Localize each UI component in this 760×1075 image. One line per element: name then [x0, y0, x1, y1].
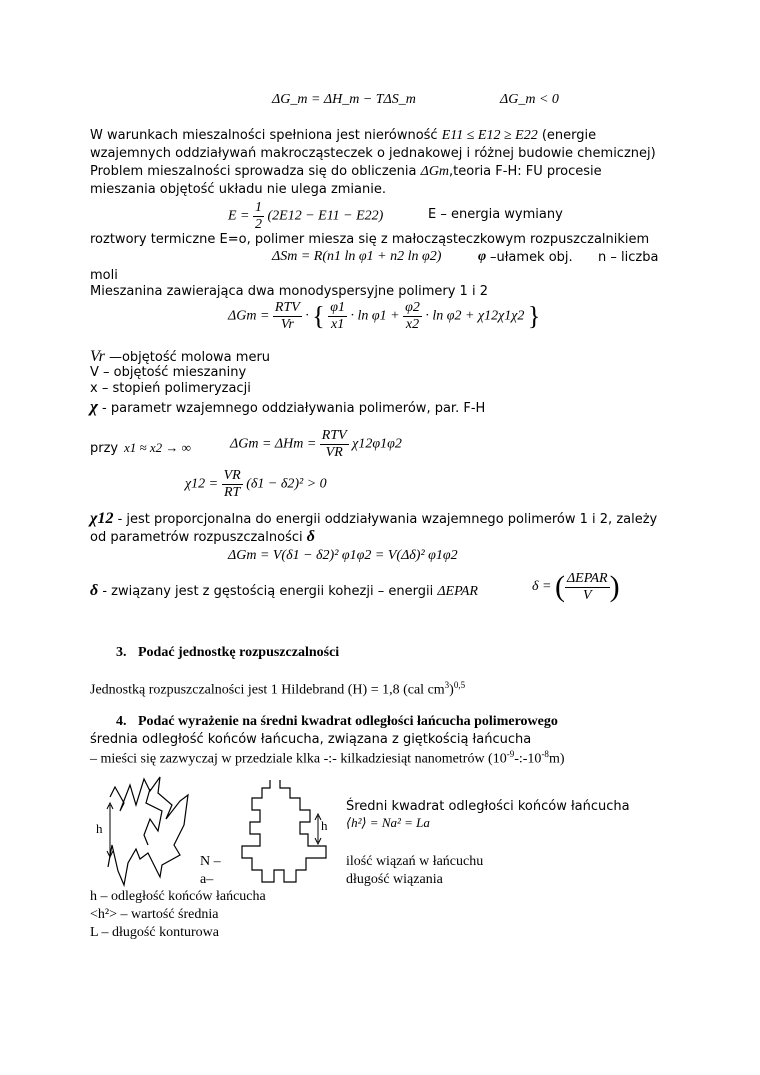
rhs: (2E12 − E11 − E22) — [267, 208, 384, 224]
a-label: a– — [200, 872, 214, 887]
fraction — [273, 300, 302, 333]
paren-open: ( — [554, 570, 565, 603]
paragraph-line — [90, 749, 565, 768]
paren-close: ) — [609, 570, 620, 603]
bond-length-desc: długość wiązania — [346, 872, 443, 887]
fraction — [320, 428, 349, 461]
heading-3 — [116, 645, 339, 661]
numerator: 1 — [255, 200, 262, 215]
paragraph-line — [90, 680, 465, 699]
bond-count-desc: ilość wiązań w łańcuchu — [346, 854, 484, 869]
symbol: Vr — [90, 348, 105, 365]
superscript: 3 — [444, 680, 450, 690]
paragraph-line — [90, 528, 315, 546]
brace-open: { — [312, 301, 325, 331]
paragraph-line: roztwory termiczne E=o, polimer miesza się z małocząsteczkowym rozpuszczalnikiem — [90, 232, 650, 247]
tail: (δ1 − δ2)² > 0 — [246, 476, 327, 492]
h-label-coil: h — [96, 821, 103, 836]
numerator: ΔEPAR — [566, 570, 608, 586]
paragraph-line — [90, 128, 596, 144]
text: Problem mieszalności sprowadza się do obliczenia — [90, 164, 417, 179]
paragraph-line — [90, 510, 657, 528]
text: od parametrów rozpuszczalności — [90, 530, 303, 545]
brace-close: } — [527, 301, 541, 331]
symbol: δ — [306, 528, 315, 545]
paragraph-line: moli — [90, 268, 118, 283]
equation-chi — [185, 468, 327, 501]
numerator: RTV — [321, 428, 347, 443]
definition-chi — [90, 397, 485, 417]
text: - związany jest z gęstością energii kohezji – energii — [102, 584, 434, 599]
paragraph-line: Mieszanina zawierająca dwa monodyspersyjne polimery 1 i 2 — [90, 284, 488, 299]
text: -:-10 — [514, 751, 542, 767]
symbol: ΔEPAR — [437, 584, 478, 599]
denominator: 2 — [255, 217, 262, 232]
equation-gibbs: ΔG_m = ΔH_m − TΔS_m — [272, 92, 416, 107]
denominator: x1 — [331, 317, 345, 332]
equation-enthalpy — [230, 428, 402, 461]
text: —objętość molowa meru — [108, 350, 271, 365]
dot: · — [305, 308, 309, 324]
definition-vr — [90, 348, 270, 366]
term: · ln φ2 + χ12χ1χ2 — [425, 308, 525, 324]
denominator: V — [583, 587, 592, 603]
heading-title: Podać jednostkę rozpuszczalności — [138, 645, 340, 660]
superscript: -9 — [506, 749, 515, 759]
text: ) — [449, 682, 454, 698]
fraction — [565, 571, 610, 604]
text: Jednostką rozpuszczalności jest 1 Hildebrand (H) = 1,8 (cal cm — [90, 682, 445, 698]
superscript: -8 — [541, 749, 549, 759]
numerator: φ2 — [405, 300, 420, 315]
def-L: L – długość konturowa — [90, 925, 219, 940]
lhs: E = — [228, 208, 250, 224]
h-label-staircase: h — [321, 818, 328, 833]
def-mean: <h²> – wartość średnia — [90, 907, 219, 922]
tail: χ12φ1φ2 — [352, 436, 402, 452]
paragraph-line: wzajemnych oddziaływań makrocząsteczek o jednakowej i różnej budowie chemicznej) — [90, 146, 656, 161]
heading-number: 3. — [116, 645, 127, 660]
text: (energie — [541, 128, 597, 143]
text: m) — [548, 751, 565, 767]
lhs: ΔGm = ΔHm = — [230, 436, 317, 452]
definition-v: V – objętość mieszaniny — [90, 365, 247, 380]
lhs: δ = — [532, 579, 552, 595]
denominator: RT — [223, 485, 241, 500]
equation-entropy: ΔSm = R(n1 ln φ1 + n2 ln φ2) — [272, 249, 442, 264]
denominator: VR — [325, 445, 343, 460]
lhs: χ12 = — [185, 476, 219, 492]
denominator: Vr — [280, 317, 294, 332]
phi-symbol: φ — [478, 249, 487, 264]
przy-condition: x1 ≈ x2 → ∞ — [124, 440, 191, 455]
heading-title: Podać wyrażenie na średni kwadrat odległości łańcucha polimerowego — [138, 714, 558, 729]
equation-delta: ΔGm = V(δ1 − δ2)² φ1φ2 = V(Δδ)² φ1φ2 — [228, 548, 458, 563]
random-coil-figure — [88, 775, 198, 890]
inequality: E11 ≤ E12 ≥ E22 — [441, 128, 538, 143]
term: · ln φ1 + — [350, 308, 400, 324]
def-h: h – odległość końców łańcucha — [90, 889, 266, 904]
equation-delta-def — [532, 570, 620, 604]
przy-label: przy — [90, 441, 119, 456]
symbol: ΔGm — [420, 164, 450, 179]
fraction — [403, 300, 422, 333]
text: W warunkach mieszalności spełniona jest nierówność — [90, 128, 438, 143]
symbol: δ — [90, 582, 99, 599]
denominator: x2 — [405, 317, 420, 332]
equation-energy — [228, 200, 383, 233]
mean-square-formula: ⟨h²⟩ = Na² = La — [346, 815, 430, 830]
numerator: φ1 — [330, 300, 346, 315]
phi-note: –ułamek obj. — [490, 250, 573, 265]
fraction — [328, 300, 347, 333]
fraction — [253, 200, 264, 233]
paragraph-line — [90, 164, 602, 180]
paragraph-line: średnia odległość końców łańcucha, związana z giętkością łańcucha — [90, 732, 532, 747]
superscript: 0,5 — [453, 680, 466, 690]
symbol: χ12 — [90, 510, 114, 527]
symbol: χ — [90, 397, 98, 416]
numerator: VR — [223, 468, 241, 483]
paragraph-line: mieszania objętość układu nie ulega zmianie. — [90, 182, 386, 197]
paragraph-line — [90, 582, 478, 600]
equation-gibbs-condition: ΔG_m < 0 — [500, 92, 559, 107]
lhs: ΔGm = — [228, 308, 270, 324]
staircase-chain-figure — [238, 778, 333, 888]
text: – mieści się zazwyczaj w przedziale klka -:- kilkadziesiąt nanometrów (10 — [90, 751, 507, 767]
heading-4 — [116, 714, 558, 730]
n-note: n – liczba — [598, 250, 659, 265]
equation-mixing-free-energy — [228, 300, 540, 333]
heading-number: 4. — [116, 714, 127, 729]
numerator: RTV — [274, 300, 300, 315]
text: - jest proporcjonalna do energii oddziaływania wzajemnego polimerów 1 i 2, zależy — [117, 512, 658, 527]
energy-note: E – energia wymiany — [428, 207, 563, 222]
fraction — [222, 468, 243, 501]
text: - parametr wzajemnego oddziaływania polimerów, par. F-H — [102, 401, 486, 416]
n-label: N – — [200, 854, 221, 869]
definition-x: x – stopień polimeryzacji — [90, 381, 251, 396]
text: ,teoria F-H: FU procesie — [449, 164, 602, 179]
mean-square-title: Średni kwadrat odległości końców łańcucha — [346, 799, 630, 814]
